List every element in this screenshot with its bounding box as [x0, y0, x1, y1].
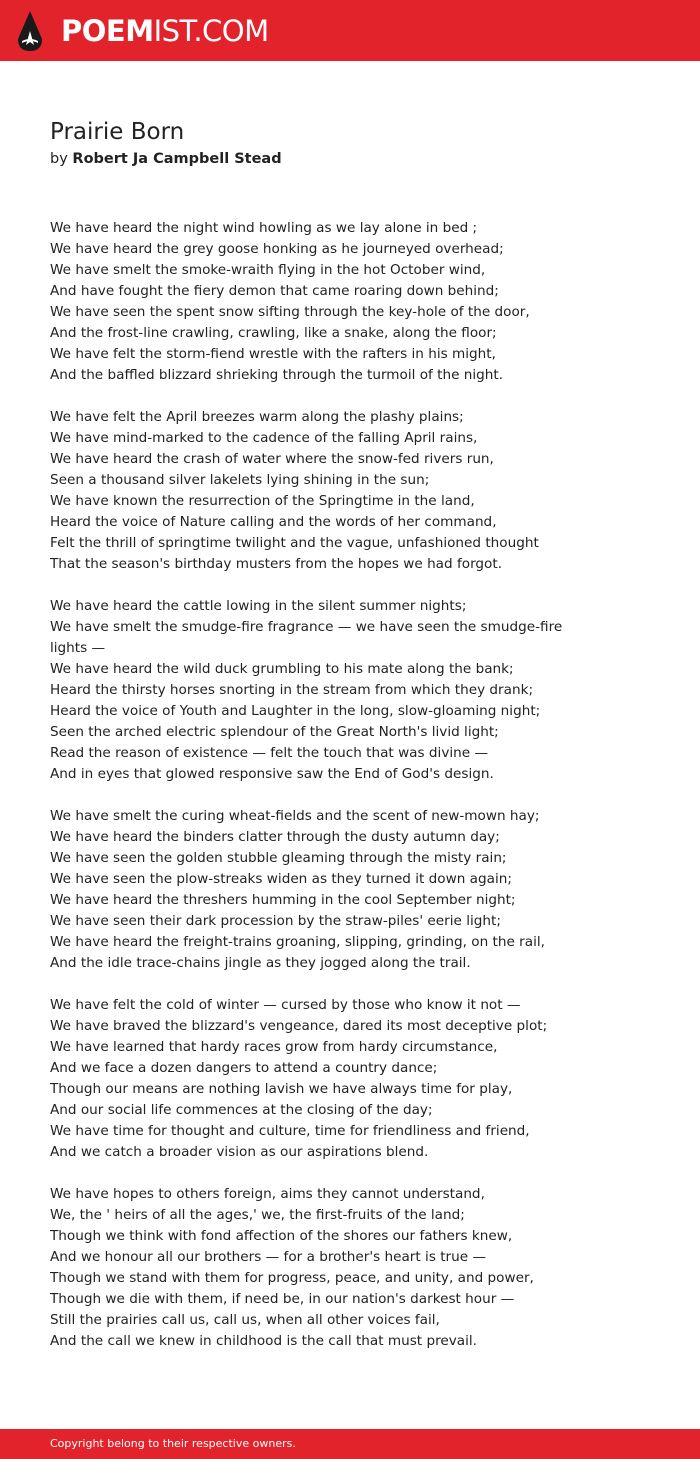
poem-line: Read the reason of existence — felt the touch that was divine — [50, 745, 489, 761]
poem-line: We have smelt the curing wheat-fields and the scent of new-mown hay; [50, 808, 540, 824]
poem-line: We have heard the cattle lowing in the silent summer nights; [50, 598, 467, 614]
poem-line: We have smelt the smudge-fire fragrance — we have seen the smudge-fire [50, 619, 563, 635]
copyright-notice: Copyright belong to their respective owners. [50, 1437, 296, 1450]
poem-line: And the frost-line crawling, crawling, like a snake, along the floor; [50, 325, 497, 341]
poem-line: And have fought the fiery demon that came roaring down behind; [50, 283, 499, 299]
poem-line: We have seen the plow-streaks widen as they turned it down again; [50, 871, 512, 887]
site-footer [0, 1429, 700, 1459]
poem-line: We have heard the threshers humming in the cool September night; [50, 892, 516, 908]
poem-line: We, the ' heirs of all the ages,' we, the first-fruits of the land; [50, 1207, 465, 1223]
poem-line: We have felt the storm-fiend wrestle with the rafters in his might, [50, 346, 496, 362]
poem-body [50, 218, 650, 1373]
poem-line: We have mind-marked to the cadence of the falling April rains, [50, 430, 478, 446]
poem-line: And the baffled blizzard shrieking through the turmoil of the night. [50, 367, 504, 383]
poem-stanza [50, 995, 650, 1163]
poem-line: We have heard the wild duck grumbling to his mate along the bank; [50, 661, 514, 677]
poem-stanza [50, 1184, 650, 1352]
poem-title: Prairie Born [50, 119, 185, 145]
poem-line: Though we stand with them for progress, peace, and unity, and power, [50, 1270, 534, 1286]
pen-nib-icon[interactable] [18, 11, 42, 51]
poem-line: And in eyes that glowed responsive saw the End of God's design. [50, 766, 494, 782]
poem-line: We have learned that hardy races grow from hardy circumstance, [50, 1039, 498, 1055]
poem-line: Though we die with them, if need be, in our nation's darkest hour — [50, 1291, 515, 1307]
byline-prefix: by [50, 151, 68, 167]
poem-author: Robert Ja Campbell Stead [72, 151, 282, 167]
poem-line: We have seen the golden stubble gleaming through the misty rain; [50, 850, 507, 866]
poem-line: We have heard the freight-trains groaning, slipping, grinding, on the rail, [50, 934, 545, 950]
site-logo[interactable] [61, 13, 269, 49]
poem-line: That the season's birthday musters from the hopes we had forgot. [50, 556, 503, 572]
logo-bold-text: POEM [61, 14, 154, 48]
poem-line: And we face a dozen dangers to attend a country dance; [50, 1060, 438, 1076]
poem-line: We have felt the cold of winter — cursed by those who know it not — [50, 997, 521, 1013]
poem-line: And we honour all our brothers — for a brother's heart is true — [50, 1249, 487, 1265]
poem-line: lights — [50, 640, 106, 656]
poem-line: Though our means are nothing lavish we have always time for play, [50, 1081, 513, 1097]
poem-line: Felt the thrill of springtime twilight and the vague, unfashioned thought [50, 535, 539, 551]
poem-line: We have hopes to others foreign, aims they cannot understand, [50, 1186, 485, 1202]
poem-stanza [50, 407, 650, 575]
poem-line: We have known the resurrection of the Springtime in the land, [50, 493, 475, 509]
poem-line: Heard the voice of Youth and Laughter in the long, slow-gloaming night; [50, 703, 541, 719]
poem-line: We have heard the binders clatter through the dusty autumn day; [50, 829, 500, 845]
poem-line: Heard the thirsty horses snorting in the stream from which they drank; [50, 682, 534, 698]
poem-line: We have smelt the smoke-wraith flying in the hot October wind, [50, 262, 486, 278]
poem-line: And our social life commences at the closing of the day; [50, 1102, 433, 1118]
poem-line: Still the prairies call us, call us, when all other voices fail, [50, 1312, 440, 1328]
poem-stanza [50, 596, 650, 785]
site-header [0, 0, 700, 61]
poem-line: Though we think with fond affection of the shores our fathers knew, [50, 1228, 513, 1244]
poem-line: We have heard the crash of water where the snow-fed rivers run, [50, 451, 494, 467]
poem-byline [50, 148, 282, 170]
poem-line: Heard the voice of Nature calling and the words of her command, [50, 514, 497, 530]
poem-line: And we catch a broader vision as our aspirations blend. [50, 1144, 429, 1160]
poem-line: Seen a thousand silver lakelets lying shining in the sun; [50, 472, 430, 488]
poem-line: We have heard the night wind howling as we lay alone in bed ; [50, 220, 478, 236]
logo-light-text: IST.COM [153, 14, 269, 48]
poem-line: Seen the arched electric splendour of the Great North's livid light; [50, 724, 499, 740]
poem-line: We have heard the grey goose honking as he journeyed overhead; [50, 241, 504, 257]
poem-line: We have felt the April breezes warm along the plashy plains; [50, 409, 464, 425]
poem-line: We have braved the blizzard's vengeance, dared its most deceptive plot; [50, 1018, 548, 1034]
poem-line: And the call we knew in childhood is the call that must prevail. [50, 1333, 477, 1349]
poem-line: And the idle trace-chains jingle as they jogged along the trail. [50, 955, 471, 971]
poem-line: We have seen the spent snow sifting through the key-hole of the door, [50, 304, 530, 320]
poem-line: We have seen their dark procession by the straw-piles' eerie light; [50, 913, 501, 929]
poem-stanza [50, 218, 650, 386]
poem-line: We have time for thought and culture, time for friendliness and friend, [50, 1123, 530, 1139]
poem-stanza [50, 806, 650, 974]
